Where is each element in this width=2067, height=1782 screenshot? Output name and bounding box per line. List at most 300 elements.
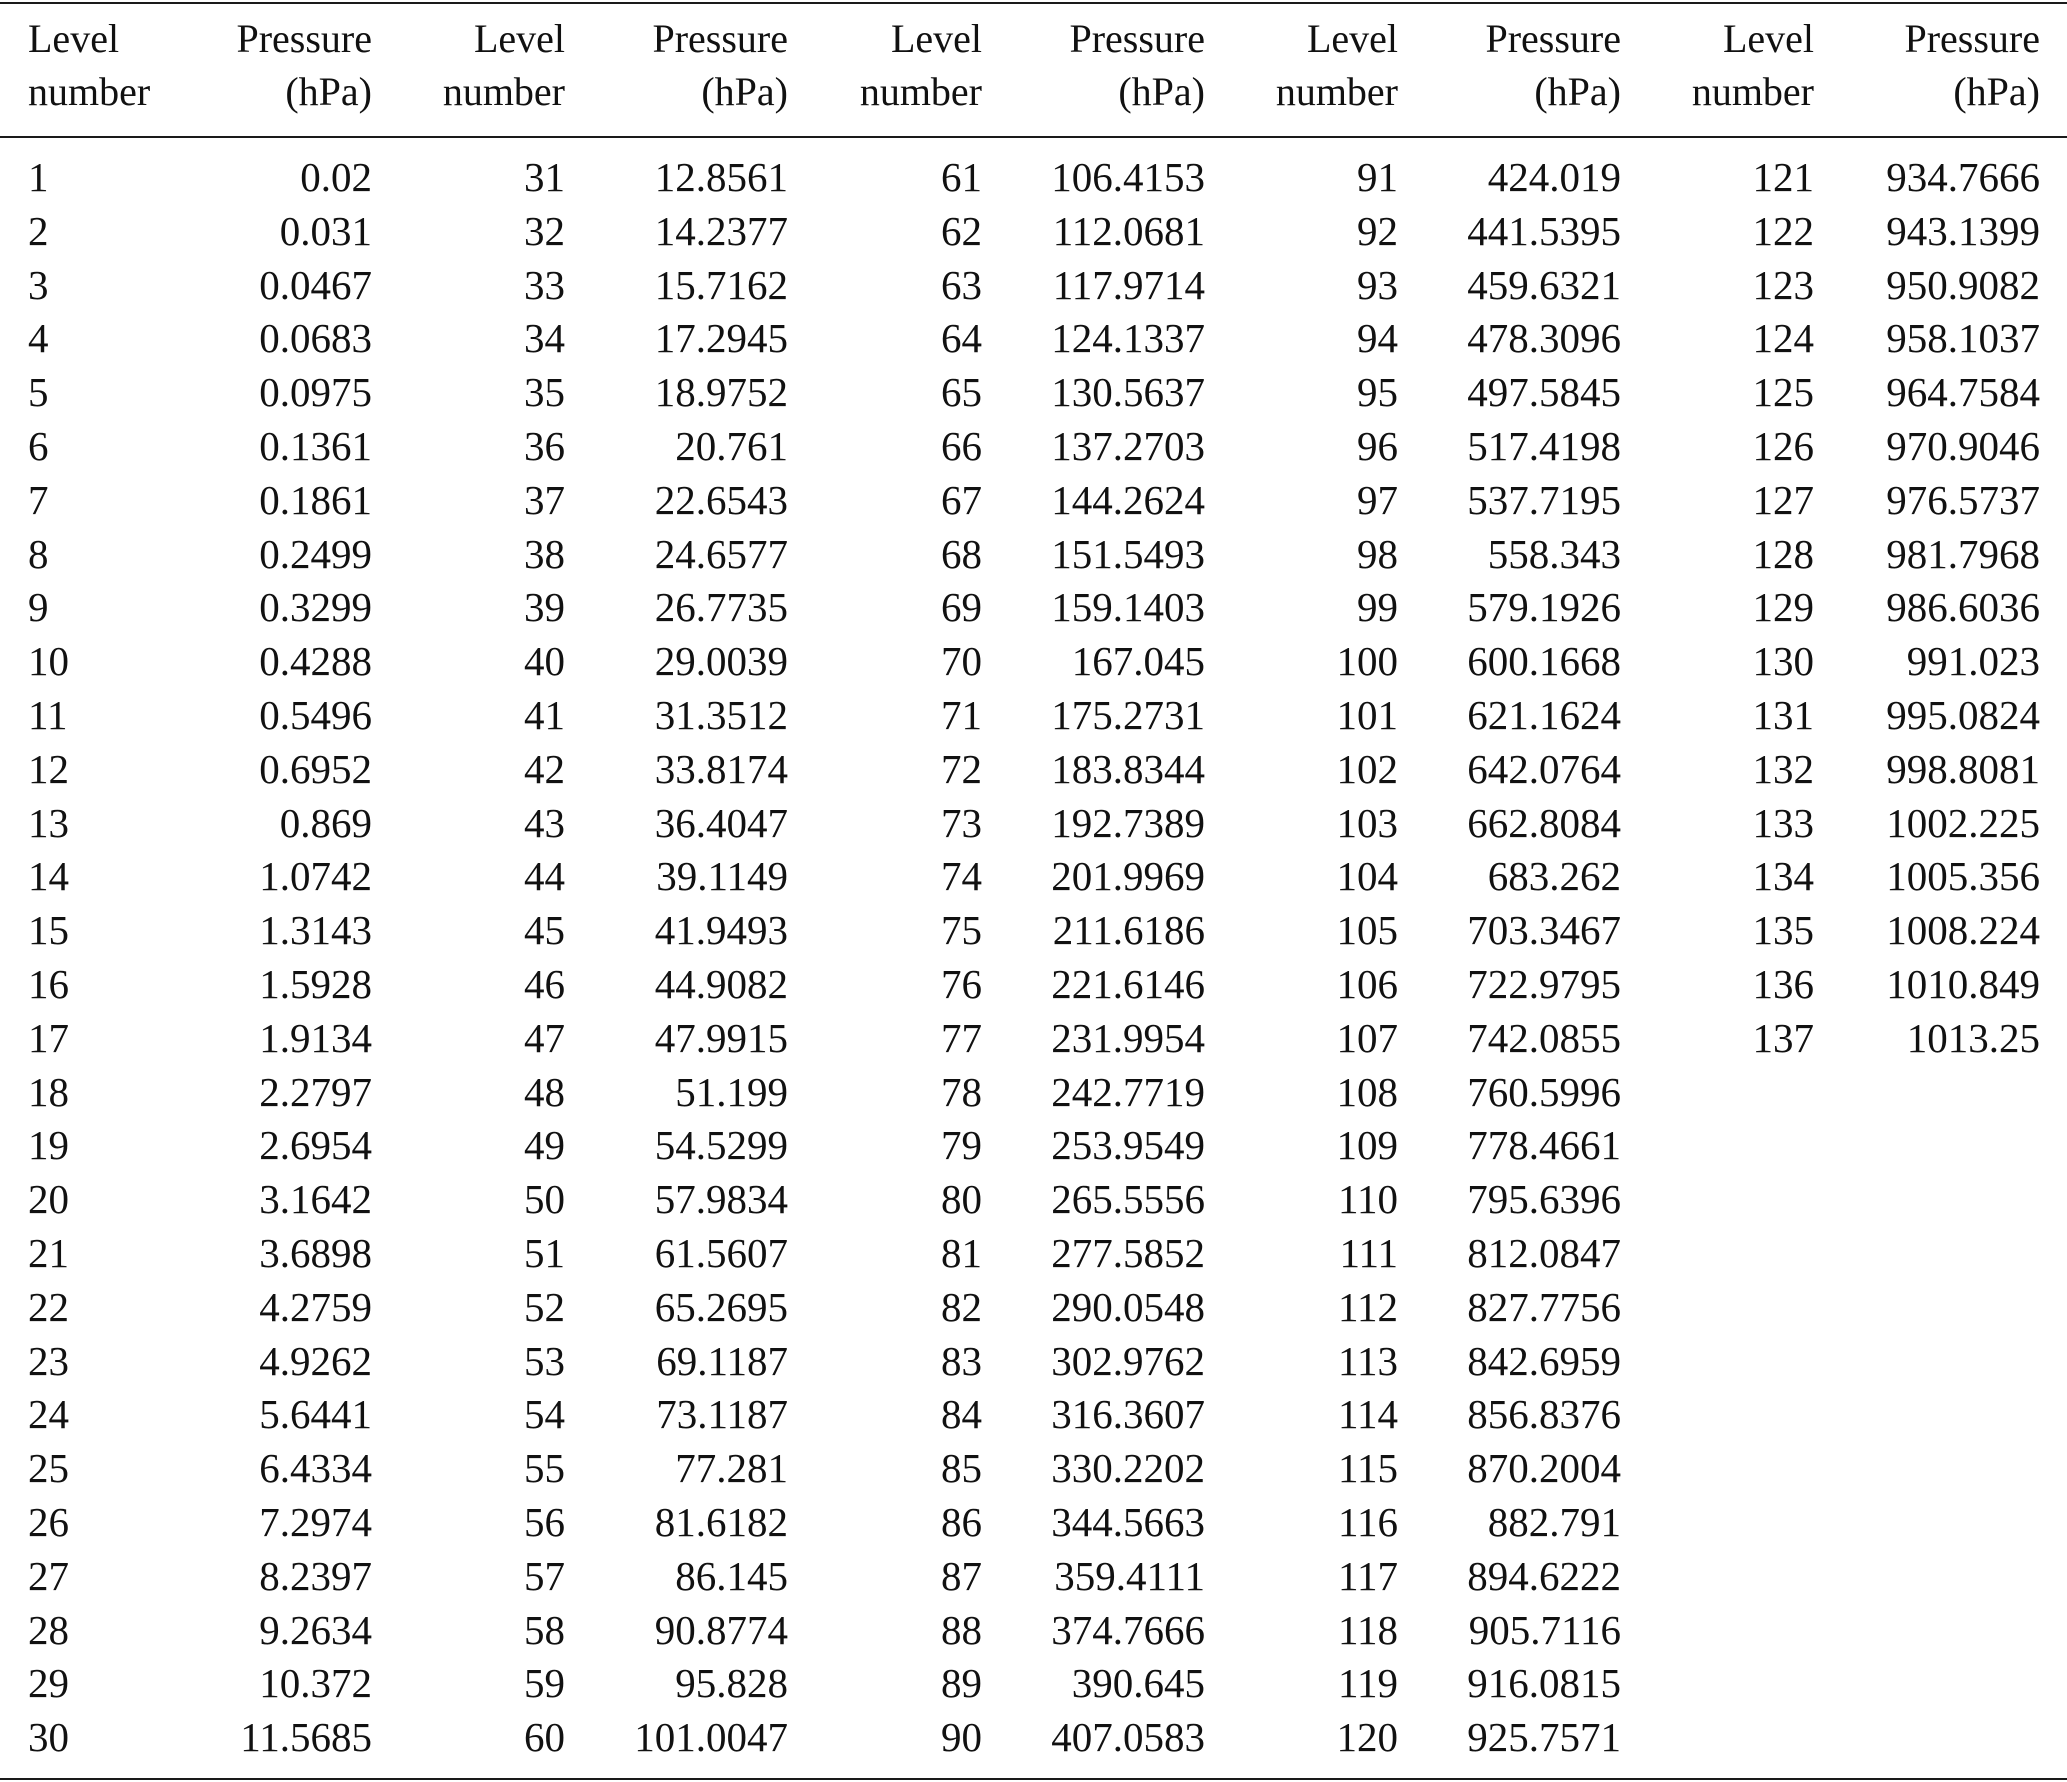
pressure-cell: 61.5607 [654,1230,788,1276]
pressure-cell: 683.262 [1487,853,1621,900]
level-number-cell: 36 [524,423,565,469]
level-number-cell: 29 [28,1660,69,1707]
level-number-cell: 107 [1336,1014,1398,1061]
pressure-cell: 1.5928 [259,961,372,1007]
level-number-cell: 95 [1357,369,1398,416]
level-number-cell: 53 [524,1337,565,1384]
pressure-cell: 517.4198 [1467,423,1621,469]
pressure-cell: 359.4111 [1054,1552,1205,1599]
level-number-cell: 8 [28,530,49,577]
level-number-cell: 129 [1752,584,1814,631]
level-number-cell: 35 [524,369,565,416]
level-number-cell: 54 [524,1391,565,1438]
pressure-cell: 981.7968 [1886,530,2040,577]
pressure-cell: 265.5556 [1051,1176,1205,1223]
level-number-cell: 80 [941,1176,982,1223]
level-number-cell: 17 [28,1014,69,1061]
level-number-cell: 40 [524,638,565,685]
level-number-cell: 72 [941,745,982,792]
pressure-cell: 600.1668 [1467,638,1621,685]
pressure-cell: 0.3299 [259,584,372,631]
level-number-cell: 24 [28,1391,69,1438]
level-number-cell: 127 [1752,476,1814,523]
table-row [0,1603,2067,1657]
pressure-cell: 290.0548 [1051,1283,1205,1330]
level-number-cell: 120 [1336,1714,1398,1761]
level-number-cell: 70 [941,638,982,685]
level-number-cell: 90 [941,1714,982,1761]
pressure-cell: 124.1337 [1051,315,1205,362]
pressure-cell: 17.2945 [654,315,788,362]
level-number-cell: 31 [524,154,565,200]
pressure-cell: 183.8344 [1051,745,1205,792]
table-row [0,1280,2067,1334]
pressure-cell: 905.7116 [1468,1606,1621,1653]
level-number-cell: 37 [524,476,565,523]
pressure-cell: 201.9969 [1051,853,1205,900]
pressure-cell: 950.9082 [1886,261,2040,308]
pressure-cell: 73.1187 [656,1391,788,1438]
table-row [0,419,2067,473]
pressure-cell: 795.6396 [1467,1176,1621,1223]
level-number-cell: 86 [941,1499,982,1545]
pressure-cell: 976.5737 [1886,476,2040,523]
table-row [0,311,2067,365]
header-pressure-hpa-2: Pressure (hPa) [652,16,788,114]
level-number-cell: 81 [941,1230,982,1276]
pressure-cell: 302.9762 [1051,1337,1205,1384]
level-number-cell: 34 [524,315,565,362]
pressure-cell: 0.031 [279,207,372,254]
level-number-cell: 126 [1752,423,1814,469]
level-number-cell: 26 [28,1499,69,1545]
level-number-cell: 14 [28,853,69,900]
table-row [0,1441,2067,1495]
table-row [0,1172,2067,1226]
pressure-cell: 390.645 [1071,1660,1205,1707]
pressure-cell: 934.7666 [1886,154,2040,200]
pressure-cell: 15.7162 [654,261,788,308]
pressure-cell: 1010.849 [1886,961,2040,1007]
level-number-cell: 67 [941,476,982,523]
pressure-cell: 441.5395 [1467,207,1621,254]
level-number-cell: 51 [524,1230,565,1276]
pressure-cell: 986.6036 [1886,584,2040,631]
level-number-cell: 42 [524,745,565,792]
level-number-cell: 85 [941,1445,982,1492]
level-number-cell: 117 [1338,1552,1398,1599]
pressure-cell: 558.343 [1487,530,1621,577]
pressure-cell: 211.6186 [1052,907,1205,954]
level-number-cell: 100 [1336,638,1398,685]
pressure-cell: 722.9795 [1467,961,1621,1007]
pressure-cell: 69.1187 [656,1337,788,1384]
level-number-cell: 124 [1752,315,1814,362]
pressure-cell: 827.7756 [1467,1283,1621,1330]
level-number-cell: 97 [1357,476,1398,523]
level-number-cell: 45 [524,907,565,954]
level-number-cell: 19 [28,1122,69,1169]
header-level-number-2: Level number [442,16,565,114]
level-number-cell: 11 [28,692,68,738]
pressure-cell: 0.0975 [259,369,372,416]
pressure-cell: 112.0681 [1052,207,1205,254]
header-pressure-hpa-3: Pressure (hPa) [1069,16,1205,114]
level-number-cell: 52 [524,1283,565,1330]
level-number-cell: 111 [1339,1230,1398,1276]
pressure-cell: 0.869 [279,799,372,846]
level-number-cell: 59 [524,1660,565,1707]
pressure-cell: 54.5299 [654,1122,788,1169]
level-number-cell: 74 [941,853,982,900]
level-number-cell: 41 [524,692,565,738]
pressure-cell: 51.199 [675,1068,788,1115]
pressure-cell: 81.6182 [654,1499,788,1545]
pressure-cell: 316.3607 [1051,1391,1205,1438]
level-number-cell: 50 [524,1176,565,1223]
pressure-cell: 167.045 [1071,638,1205,685]
level-number-cell: 110 [1338,1176,1398,1223]
pressure-cell: 0.0467 [259,261,372,308]
pressure-cell: 916.0815 [1467,1660,1621,1707]
pressure-cell: 742.0855 [1467,1014,1621,1061]
pressure-cell: 3.1642 [259,1176,372,1223]
pressure-cell: 0.2499 [259,530,372,577]
pressure-cell: 33.8174 [654,745,788,792]
level-number-cell: 58 [524,1606,565,1653]
table-row [0,1011,2067,1065]
level-number-cell: 60 [524,1714,565,1761]
level-number-cell: 96 [1357,423,1398,469]
level-number-cell: 135 [1752,907,1814,954]
pressure-cell: 1005.356 [1886,853,2040,900]
level-number-cell: 66 [941,423,982,469]
level-number-cell: 88 [941,1606,982,1653]
pressure-cell: 2.6954 [259,1122,372,1169]
level-number-cell: 73 [941,799,982,846]
pressure-cell: 11.5685 [240,1714,372,1761]
pressure-cell: 344.5663 [1051,1499,1205,1545]
pressure-cell: 943.1399 [1886,207,2040,254]
table-row [0,365,2067,419]
level-number-cell: 39 [524,584,565,631]
level-number-cell: 106 [1336,961,1398,1007]
pressure-cell: 26.7735 [654,584,788,631]
pressure-cell: 703.3467 [1467,907,1621,954]
pressure-cell: 958.1037 [1886,315,2040,362]
pressure-cell: 5.6441 [259,1391,372,1438]
level-number-cell: 132 [1752,745,1814,792]
level-number-cell: 125 [1752,369,1814,416]
level-number-cell: 76 [941,961,982,1007]
pressure-cell: 22.6543 [654,476,788,523]
header-pressure-hpa-4: Pressure (hPa) [1485,16,1621,114]
table-row [0,150,2067,204]
level-number-cell: 20 [28,1176,69,1223]
level-number-cell: 49 [524,1122,565,1169]
pressure-cell: 86.145 [675,1552,788,1599]
level-number-cell: 55 [524,1445,565,1492]
pressure-cell: 90.8774 [654,1606,788,1653]
header-level-number-5: Level number [1691,16,1814,114]
level-number-cell: 115 [1338,1445,1398,1492]
pressure-cell: 253.9549 [1051,1122,1205,1169]
level-number-cell: 93 [1357,261,1398,308]
pressure-cell: 44.9082 [654,961,788,1007]
level-number-cell: 83 [941,1337,982,1384]
pressure-cell: 1.3143 [259,907,372,954]
table-row [0,1226,2067,1280]
pressure-cell: 0.02 [300,154,372,200]
pressure-cell: 424.019 [1487,154,1621,200]
table-row [0,258,2067,312]
pressure-cell: 4.9262 [259,1337,372,1384]
pressure-cell: 159.1403 [1051,584,1205,631]
pressure-cell: 330.2202 [1051,1445,1205,1492]
level-number-cell: 89 [941,1660,982,1707]
pressure-cell: 137.2703 [1051,423,1205,469]
pressure-cell: 0.5496 [259,692,372,738]
table-row [0,634,2067,688]
level-number-cell: 71 [941,692,982,738]
pressure-cell: 856.8376 [1467,1391,1621,1438]
level-number-cell: 7 [28,476,49,523]
pressure-cell: 130.5637 [1051,369,1205,416]
level-number-cell: 44 [524,853,565,900]
pressure-cell: 151.5493 [1051,530,1205,577]
level-number-cell: 57 [524,1552,565,1599]
level-number-cell: 46 [524,961,565,1007]
pressure-cell: 0.0683 [259,315,372,362]
pressure-cell: 65.2695 [654,1283,788,1330]
level-number-cell: 137 [1752,1014,1814,1061]
pressure-cell: 537.7195 [1467,476,1621,523]
level-number-cell: 62 [941,207,982,254]
level-number-cell: 116 [1338,1499,1398,1545]
level-number-cell: 91 [1357,154,1398,200]
level-number-cell: 12 [28,745,69,792]
level-number-cell: 113 [1338,1337,1398,1384]
level-number-cell: 1 [28,154,49,200]
pressure-cell: 14.2377 [654,207,788,254]
level-number-cell: 23 [28,1337,69,1384]
pressure-cell: 231.9954 [1051,1014,1205,1061]
level-number-cell: 134 [1752,853,1814,900]
level-number-cell: 109 [1336,1122,1398,1169]
table-row [0,473,2067,527]
pressure-cell: 144.2624 [1051,476,1205,523]
pressure-cell: 870.2004 [1467,1445,1621,1492]
level-number-cell: 75 [941,907,982,954]
pressure-cell: 812.0847 [1467,1230,1621,1276]
pressure-cell: 8.2397 [259,1552,372,1599]
level-number-cell: 2 [28,207,49,254]
table-row [0,1710,2067,1764]
level-number-cell: 16 [28,961,69,1007]
pressure-cell: 621.1624 [1467,692,1621,738]
pressure-cell: 29.0039 [654,638,788,685]
pressure-cell: 778.4661 [1467,1122,1621,1169]
pressure-cell: 10.372 [259,1660,372,1707]
level-number-cell: 30 [28,1714,69,1761]
pressure-cell: 925.7571 [1467,1714,1621,1761]
pressure-cell: 9.2634 [259,1606,372,1653]
pressure-cell: 192.7389 [1051,799,1205,846]
level-number-cell: 13 [28,799,69,846]
level-number-cell: 118 [1338,1606,1398,1653]
pressure-cell: 18.9752 [654,369,788,416]
level-number-cell: 22 [28,1283,69,1330]
level-number-cell: 10 [28,638,69,685]
pressure-cell: 991.023 [1906,638,2040,685]
pressure-cell: 407.0583 [1051,1714,1205,1761]
level-number-cell: 4 [28,315,49,362]
level-number-cell: 136 [1752,961,1814,1007]
pressure-cell: 12.8561 [654,154,788,200]
level-number-cell: 64 [941,315,982,362]
level-number-cell: 103 [1336,799,1398,846]
level-number-cell: 123 [1752,261,1814,308]
table-row [0,742,2067,796]
pressure-cell: 117.9714 [1052,261,1205,308]
level-number-cell: 43 [524,799,565,846]
table-row [0,1549,2067,1603]
level-number-cell: 94 [1357,315,1398,362]
table-row [0,204,2067,258]
pressure-cell: 1013.25 [1906,1014,2040,1061]
level-number-cell: 79 [941,1122,982,1169]
table-row [0,796,2067,850]
pressure-cell: 221.6146 [1051,961,1205,1007]
level-number-cell: 3 [28,261,49,308]
level-number-cell: 92 [1357,207,1398,254]
level-number-cell: 48 [524,1068,565,1115]
level-number-cell: 112 [1338,1283,1398,1330]
level-number-cell: 84 [941,1391,982,1438]
level-number-cell: 128 [1752,530,1814,577]
level-number-cell: 130 [1752,638,1814,685]
level-number-cell: 25 [28,1445,69,1492]
pressure-cell: 0.1361 [259,423,372,469]
level-number-cell: 5 [28,369,49,416]
level-number-cell: 119 [1338,1660,1398,1707]
table-row [0,849,2067,903]
pressure-cell: 47.9915 [654,1014,788,1061]
header-pressure-hpa-5: Pressure (hPa) [1904,16,2040,114]
pressure-cell: 642.0764 [1467,745,1621,792]
level-number-cell: 99 [1357,584,1398,631]
pressure-cell: 57.9834 [654,1176,788,1223]
pressure-cell: 662.8084 [1467,799,1621,846]
pressure-cell: 0.4288 [259,638,372,685]
level-number-cell: 56 [524,1499,565,1545]
pressure-cell: 0.6952 [259,745,372,792]
pressure-cell: 36.4047 [654,799,788,846]
pressure-cell: 77.281 [675,1445,788,1492]
pressure-cell: 842.6959 [1467,1337,1621,1384]
pressure-cell: 242.7719 [1051,1068,1205,1115]
level-number-cell: 105 [1336,907,1398,954]
table-row [0,903,2067,957]
pressure-cell: 7.2974 [259,1499,372,1545]
level-number-cell: 27 [28,1552,69,1599]
level-number-cell: 6 [28,423,49,469]
pressure-cell: 95.828 [675,1660,788,1707]
pressure-cell: 0.1861 [259,476,372,523]
pressure-cell: 20.761 [675,423,788,469]
level-number-cell: 61 [941,154,982,200]
pressure-cell: 3.6898 [259,1230,372,1276]
pressure-cell: 579.1926 [1467,584,1621,631]
table-row [0,1656,2067,1710]
pressure-cell: 374.7666 [1051,1606,1205,1653]
level-number-cell: 65 [941,369,982,416]
table-row [0,957,2067,1011]
table-row [0,1495,2067,1549]
table-row [0,1118,2067,1172]
pressure-cell: 995.0824 [1886,692,2040,738]
pressure-cell: 39.1149 [656,853,788,900]
pressure-cell: 760.5996 [1467,1068,1621,1115]
pressure-cell: 24.6577 [654,530,788,577]
level-number-cell: 98 [1357,530,1398,577]
level-number-cell: 121 [1752,154,1814,200]
pressure-cell: 882.791 [1487,1499,1621,1545]
pressure-cell: 106.4153 [1051,154,1205,200]
table-row [0,1334,2067,1388]
level-number-cell: 78 [941,1068,982,1115]
pressure-cell: 497.5845 [1467,369,1621,416]
table-row [0,688,2067,742]
pressure-cell: 4.2759 [259,1283,372,1330]
level-number-cell: 33 [524,261,565,308]
level-number-cell: 102 [1336,745,1398,792]
pressure-cell: 1002.225 [1886,799,2040,846]
level-number-cell: 21 [28,1230,69,1276]
pressure-cell: 970.9046 [1886,423,2040,469]
table-row [0,527,2067,581]
pressure-cell: 1.9134 [259,1014,372,1061]
level-number-cell: 122 [1752,207,1814,254]
level-number-cell: 15 [28,907,69,954]
table-row [0,580,2067,634]
pressure-cell: 6.4334 [259,1445,372,1492]
header-level-number-3: Level number [859,16,982,114]
level-number-cell: 104 [1336,853,1398,900]
level-number-cell: 82 [941,1283,982,1330]
level-number-cell: 77 [941,1014,982,1061]
level-number-cell: 133 [1752,799,1814,846]
pressure-cell: 998.8081 [1886,745,2040,792]
level-number-cell: 9 [28,584,49,631]
level-number-cell: 68 [941,530,982,577]
header-level-number-1: Level number [28,16,151,114]
level-number-cell: 63 [941,261,982,308]
level-number-cell: 108 [1336,1068,1398,1115]
pressure-cell: 277.5852 [1051,1230,1205,1276]
table-row [0,1065,2067,1119]
pressure-cell: 964.7584 [1886,369,2040,416]
level-number-cell: 47 [524,1014,565,1061]
pressure-cell: 2.2797 [259,1068,372,1115]
pressure-cell: 31.3512 [654,692,788,738]
pressure-cell: 41.9493 [654,907,788,954]
level-number-cell: 38 [524,530,565,577]
pressure-cell: 459.6321 [1467,261,1621,308]
header-pressure-hpa-1: Pressure (hPa) [236,16,372,114]
table-bottom-rule [0,1778,2067,1780]
pressure-cell: 478.3096 [1467,315,1621,362]
